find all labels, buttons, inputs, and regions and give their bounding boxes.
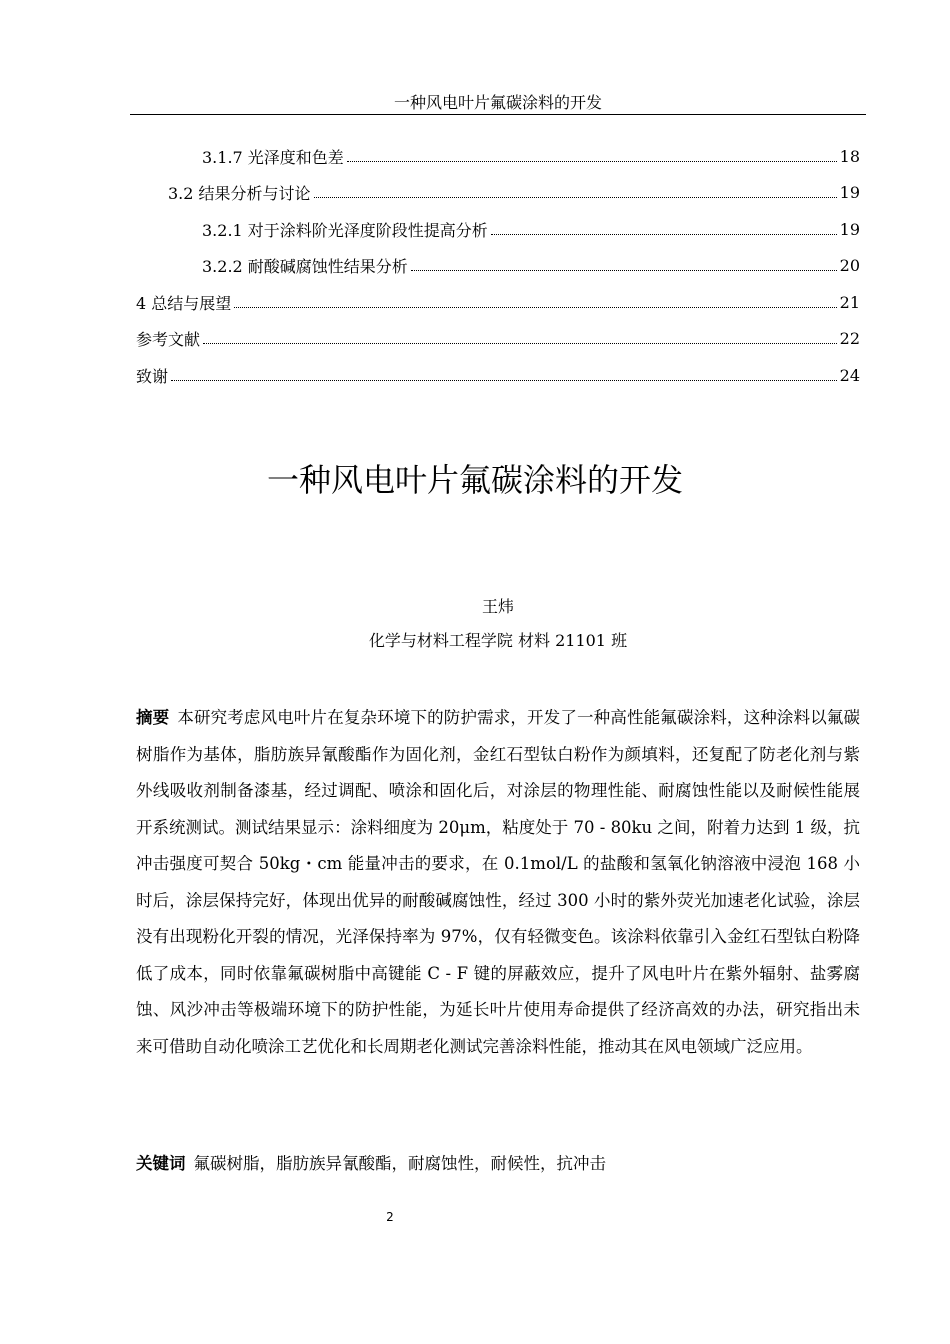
toc-entry-page: 18 <box>839 146 860 166</box>
toc-entry-label: 3.2 结果分析与讨论 <box>168 181 312 204</box>
toc-entry[interactable] <box>136 175 860 212</box>
toc-entry-label: 参考文献 <box>136 327 201 350</box>
toc-entry-label: 3.1.7 光泽度和色差 <box>202 145 345 168</box>
toc-entry[interactable] <box>136 211 860 248</box>
abstract-text: 本研究考虑风电叶片在复杂环境下的防护需求，开发了一种高性能氟碳涂料，这种涂料以氟碳树脂作为基体，脂肪族异氰酸酯作为固化剂，金红石型钛白粉作为颜填料，还复配了防老化剂与紫外线吸收剂制备漆基，经过调配、喷涂和固化后，对涂层的物理性能、耐腐蚀性能以及耐候性能展开系统测试。测试结果显示：涂料细度为 20μm，粘度处于 70 - 80ku 之间，附着力达到 1 级，抗冲击强度可契合 50kg・cm 能量冲击的要求，在 0.1mol/L 的盐酸和氢氧化钠溶液中浸泡 168 小时后，涂层保持完好，体现出优异的耐酸碱腐蚀性，经过 300 小时的紫外荧光加速老化试验，涂层没有出现粉化开裂的情况，光泽保持率为 97%，仅有轻微变色。该涂料依靠引入金红石型钛白粉降低了成本，同时依靠氟碳树脂中高键能 C - F 键的屏蔽效应，提升了风电叶片在紫外辐射、盐雾腐蚀、风沙冲击等极端环境下的防护性能，为延长叶片使用寿命提供了经济高效的办法，研究指出未来可借助自动化喷涂工艺优化和长周期老化测试完善涂料性能，推动其在风电领域广泛应用。 <box>136 708 861 1056</box>
toc-leader-dots <box>491 234 837 235</box>
toc-entry[interactable] <box>136 357 860 394</box>
toc-entry-page: 22 <box>839 329 860 349</box>
keywords-text: 氟碳树脂，脂肪族异氰酸酯，耐腐蚀性，耐候性，抗冲击 <box>193 1154 606 1173</box>
toc-leader-dots <box>314 197 837 198</box>
keywords <box>136 1146 860 1182</box>
toc-leader-dots <box>411 270 837 271</box>
author-affiliation: 化学与材料工程学院 材料 21101 班 <box>368 631 628 650</box>
toc-entry-label: 3.2.2 耐酸碱腐蚀性结果分析 <box>202 254 409 277</box>
document-title: 一种风电叶片氟碳涂料的开发 <box>266 461 683 499</box>
toc-entry-page: 24 <box>839 365 860 385</box>
toc-entry[interactable] <box>136 321 860 358</box>
toc-entry-label: 致谢 <box>136 364 169 387</box>
toc-entry-label: 4 总结与展望 <box>136 291 232 314</box>
table-of-contents <box>136 138 860 394</box>
page-header: 一种风电叶片氟碳涂料的开发 <box>130 92 866 115</box>
toc-leader-dots <box>171 380 837 381</box>
keywords-label: 关键词 <box>136 1154 186 1173</box>
toc-leader-dots <box>347 161 837 162</box>
toc-entry[interactable] <box>136 284 860 321</box>
page-number: 2 <box>386 1210 394 1224</box>
abstract <box>136 700 860 1065</box>
abstract-label: 摘要 <box>136 708 170 727</box>
toc-entry-page: 21 <box>839 292 860 312</box>
toc-entry-page: 19 <box>839 183 860 203</box>
author-name: 王炜 <box>481 597 514 616</box>
toc-leader-dots <box>203 343 837 344</box>
toc-entry-page: 19 <box>839 219 860 239</box>
toc-leader-dots <box>234 307 836 308</box>
toc-entry[interactable] <box>136 248 860 285</box>
toc-entry-label: 3.2.1 对于涂料阶光泽度阶段性提高分析 <box>202 218 489 241</box>
toc-entry[interactable] <box>136 138 860 175</box>
toc-entry-page: 20 <box>839 256 860 276</box>
